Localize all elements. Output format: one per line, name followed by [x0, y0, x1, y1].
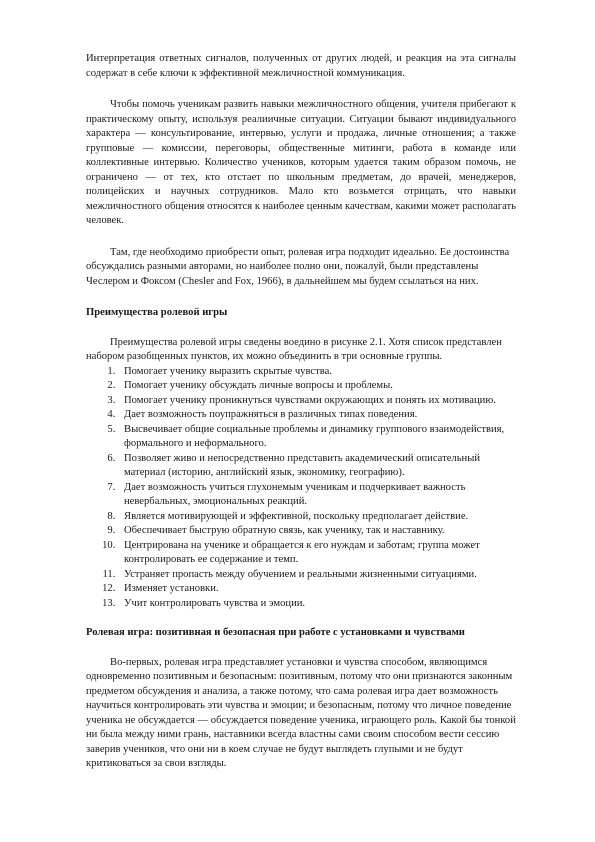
- list-item: 12. Изменяет установки.: [118, 582, 516, 597]
- paragraph-intro: Интерпретация ответных сигналов, полученных от других людей, и реакция на эта сигналы содержат в себе ключи к эффективной межличностной коммуникация.: [86, 53, 516, 79]
- list-item: 13. Учит контролировать чувства и эмоции.: [118, 597, 516, 612]
- list-item: 2. Помогает ученику обсуждать личные вопросы и проблемы.: [118, 379, 516, 394]
- list-item: 11. Устраняет пропасть между обучением и реальными жизненными ситуациями.: [118, 568, 516, 583]
- list-item: 6. Позволяет живо и непосредственно представить академический описательный материал (историю, английский язык, экономику, географию).: [118, 452, 516, 481]
- paragraph-practice: Чтобы помочь ученикам развить навыки межличностного общения, учителя прибегают к практическому опыту, используя реалиичные ситуации. Ситуации бывают индивидуального характера — консультирование, интервью, услуги и продажа, личные отношения; а также групповые — комиссии, переговоры, общественные митинги, работа в команде или коллективные интервью. Количество учеников, которым удается таким образом помочь, не ограничено — от тех, кто отстает по школьным предметам, до врачей, менеджеров, полицейских и научных сотрудников. Мало кто возьмется отрицать, что навыки межличностного общения относятся к наиболее ценным качествам, какими может располагать человек.: [86, 99, 516, 226]
- paragraph-summary: Преимущества ролевой игры сведены воедино в рисунке 2.1. Хотя список представлен набором разобщенных пунктов, их можно объединить в три основные группы.: [86, 336, 502, 362]
- paragraph-first: Во-первых, ролевая игра представляет установки и чувства способом, являющимся одновременно позитивным и безопасным: позитивным, потому что они признаются законным предметом обсуждения и анализа, а также потому, что сама ролевая игра дает возможность научиться контролировать эти чувства и эмоции; и безопасным, потому что личное поведение ученика не обсуждается — обсуждается поведение ученика, играющего роль. Какой бы тонкой ни была между ними грань, наставники всегда властны сами своим способом вести сессию заверив учеников, что они ни в коем случае не будут выглядеть глупыми и не будут критиковаться за свои взгляды.: [86, 656, 516, 769]
- list-item: 4. Дает возможность поупражняться в различных типах поведения.: [118, 408, 516, 423]
- heading-positive-safe: Ролевая игра: позитивная и безопасная при работе с установками и чувствами: [86, 627, 465, 638]
- list-item: 1. Помогает ученику выразить скрытые чувства.: [118, 365, 516, 380]
- heading-advantages: Преимущества ролевой игры: [86, 307, 228, 318]
- advantages-list: [86, 365, 516, 612]
- paragraph-experience: Там, где необходимо приобрести опыт, ролевая игра подходит идеально. Ее достоинства обсуждались разными авторами, но наиболее полно они, пожалуй, были представлены Чеслером и Фоксом (Chesler and Fox, 1966), в дальнейшем мы будем ссылаться на них.: [86, 246, 510, 287]
- document-page: [86, 52, 516, 772]
- list-item: 9. Обеспечивает быструю обратную связь, как ученику, так и наставнику.: [118, 524, 516, 539]
- list-item: 5. Высвечивает общие социальные проблемы и динамику группового взаимодействия, формального и неформального.: [118, 423, 516, 452]
- list-item: 10. Центрирована на ученике и обращается к его нуждам и заботам; группа может контролировать ее содержание и темп.: [118, 539, 516, 568]
- list-item: 8. Является мотивирующей и эффективной, поскольку предполагает действие.: [118, 510, 516, 525]
- list-item: 7. Дает возможность учиться глухонемым ученикам и подчеркивает важность невербальных, эмоциональных реакций.: [118, 481, 516, 510]
- list-item: 3. Помогает ученику проникнуться чувствами окружающих и понять их мотивацию.: [118, 394, 516, 409]
